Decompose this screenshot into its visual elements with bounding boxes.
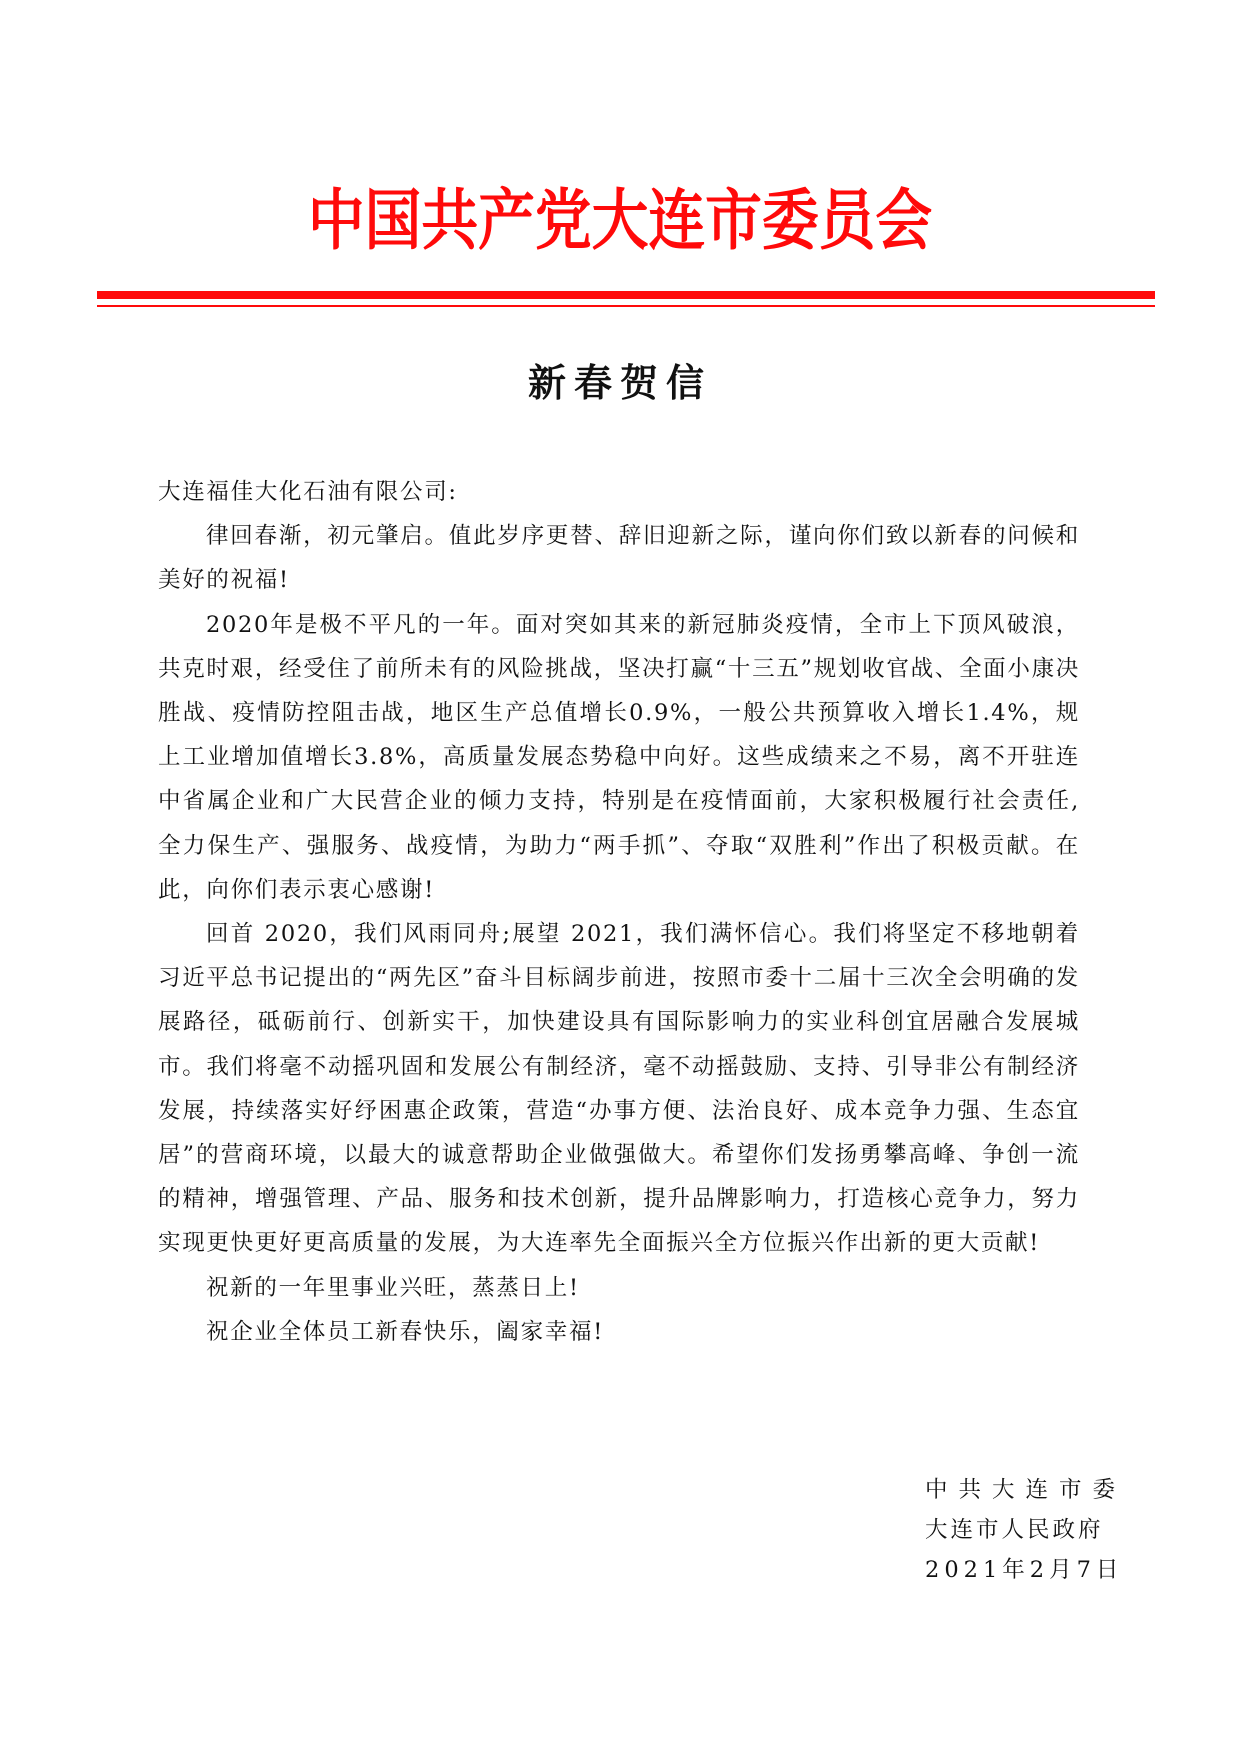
salutation: 大连福佳大化石油有限公司: bbox=[158, 479, 458, 505]
paragraph: 律回春渐，初元肇启。值此岁序更替、辞旧迎新之际，谨向你们致以新春的问候和美好的祝福! bbox=[158, 523, 1080, 594]
paragraph: 2020年是极不平凡的一年。面对突如其来的新冠肺炎疫情，全市上下顶风破浪，共克时艰，经受住了前所未有的风险挑战，坚决打赢“十三五”规划收官战、全面小康决胜战、疫情防控阻击战，地区生产总值增长0.9%，一般公共预算收入增长1.4%，规上工业增加值增长3.8%，高质量发展态势稳中向好。这些成绩来之不易，离不开驻连中省属企业和广大民营企业的倾力支持，特别是在疫情面前，大家积极履行社会责任,全力保生产、强服务、战疫情，为助力“两手抓”、夺取“双胜利”作出了积极贡献。在此，向你们表示衷心感谢! bbox=[158, 611, 1080, 903]
header-rule-thick bbox=[97, 291, 1155, 299]
document-title: 新春贺信 bbox=[527, 360, 712, 405]
letter-body bbox=[158, 470, 1080, 1354]
signature-date: 2021年2月7日 bbox=[925, 1557, 1124, 1583]
signature-block bbox=[925, 1470, 1127, 1590]
paragraph: 回首 2020，我们风雨同舟;展望 2021，我们满怀信心。我们将坚定不移地朝着习近平总书记提出的“两先区”奋斗目标阔步前进，按照市委十二届十三次全会明确的发展路径，砥砺前行、创新实干，加快建设具有国际影响力的实业科创宜居融合发展城市。我们将毫不动摇巩固和发展公有制经济，毫不动摇鼓励、支持、引导非公有制经济发展，持续落实好纾困惠企政策，营造“办事方便、法治良好、成本竞争力强、生态宜居”的营商环境，以最大的诚意帮助企业做强做大。希望你们发扬勇攀高峰、争创一流的精神，增强管理、产品、服务和技术创新，提升品牌影响力，打造核心竞争力，努力实现更快更好更高质量的发展，为大连率先全面振兴全方位振兴作出新的更大贡献! bbox=[158, 921, 1080, 1257]
signature-org-party: 中共大连市委 bbox=[925, 1477, 1127, 1503]
closing-wish: 祝新的一年里事业兴旺，蒸蒸日上! bbox=[206, 1274, 580, 1301]
masthead-title: 中国共产党大连市委员会 bbox=[307, 181, 933, 259]
masthead bbox=[0, 180, 1240, 260]
signature-org-government: 大连市人民政府 bbox=[925, 1517, 1104, 1543]
closing-wish: 祝企业全体员工新春快乐，阖家幸福! bbox=[206, 1318, 604, 1345]
header-rule-thin bbox=[97, 305, 1155, 307]
